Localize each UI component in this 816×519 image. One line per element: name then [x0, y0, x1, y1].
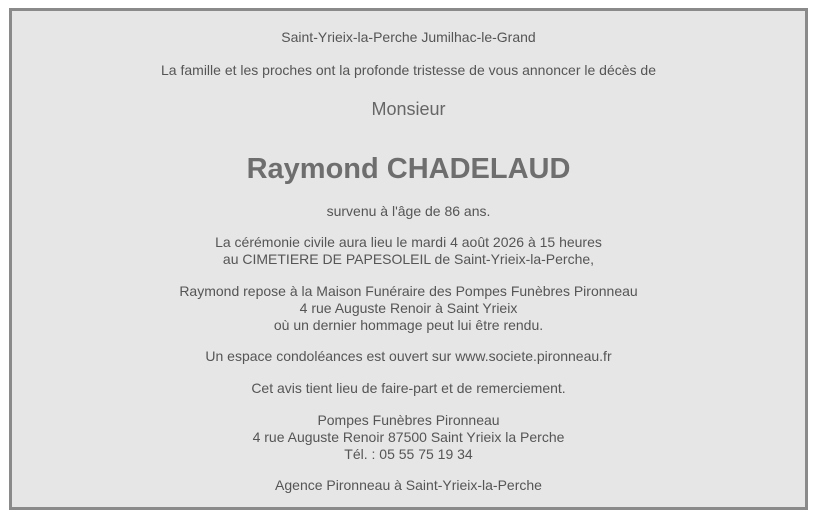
ceremony-line-2: au CIMETIERE DE PAPESOLEIL de Saint-Yrieix-la-Perche, [222, 251, 595, 267]
condolences-line: Un espace condoléances est ouvert sur www.societe.pironneau.fr [205, 348, 612, 364]
rest-line-1: Raymond repose à la Maison Funéraire des Pompes Funèbres Pironneau [179, 283, 638, 299]
rest-line-2: 4 rue Auguste Renoir à Saint Yrieix [299, 300, 518, 316]
intro-line: La famille et les proches ont la profonde tristesse de vous annoncer le décès de [161, 62, 656, 78]
locations-line: Saint-Yrieix-la-Perche Jumilhac-le-Grand [281, 29, 536, 45]
agency-line: Agence Pironneau à Saint-Yrieix-la-Perche [275, 477, 542, 493]
funeral-home-phone: Tél. : 05 55 75 19 34 [344, 446, 473, 462]
funeral-home-name: Pompes Funèbres Pironneau [317, 412, 500, 428]
deceased-name: Raymond CHADELAUD [246, 153, 571, 185]
funeral-home-address: 4 rue Auguste Renoir 87500 Saint Yrieix la Perche [252, 429, 565, 445]
rest-line-3: où un dernier hommage peut lui être rendu. [273, 317, 544, 333]
faire-part-line: Cet avis tient lieu de faire-part et de remerciement. [251, 380, 566, 396]
civility-title: Monsieur [371, 99, 446, 119]
obituary-notice [9, 8, 808, 510]
age-line: survenu à l'âge de 86 ans. [326, 203, 491, 219]
ceremony-line-1: La cérémonie civile aura lieu le mardi 4 août 2026 à 15 heures [215, 234, 602, 250]
